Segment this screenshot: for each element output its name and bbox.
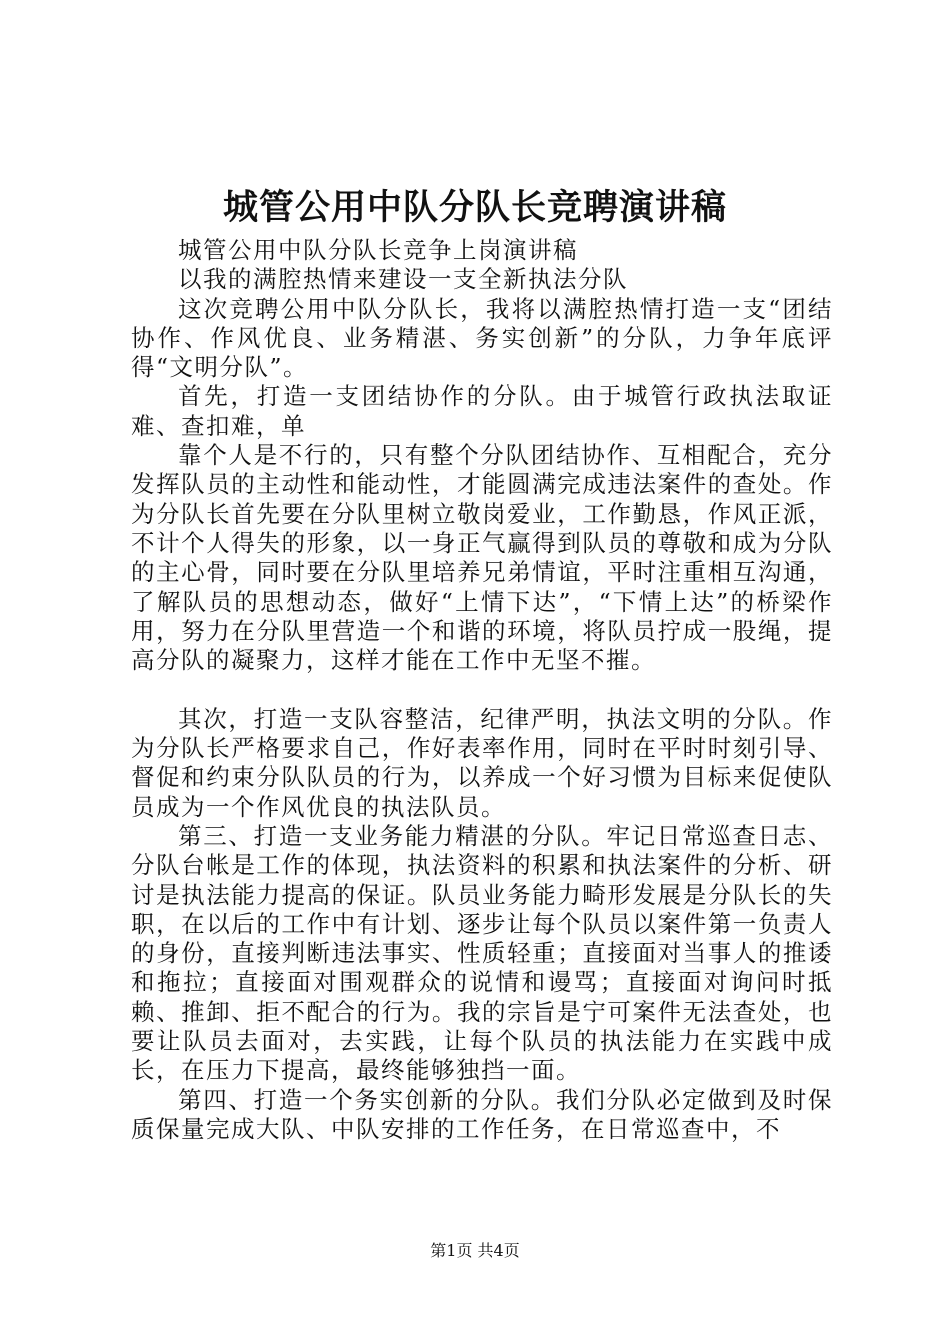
- paragraph-first-point-continued: 靠个人是不行的，只有整个分队团结协作、互相配合，充分发挥队员的主动性和能动性，才能圆满完成违法案件的查处。作为分队长首先要在分队里树立敬岗爱业，工作勤恳，作风正派，不计个人得失的形象，以一身正气赢得到队员的尊敬和成为分队的主心骨，同时要在分队里培养兄弟情谊，平时注重相互沟通，了解队员的思想动态，做好“上情下达”，“下情上达”的桥梁作用，努力在分队里营造一个和谐的环境，将队员拧成一股绳，提高分队的凝聚力，这样才能在工作中无坚不摧。: [131, 441, 833, 675]
- document-title: 城管公用中队分队长竞聘演讲稿: [222, 187, 727, 228]
- document-body: [131, 236, 833, 1144]
- page-footer: 第1页 共4页: [430, 1241, 520, 1260]
- paragraph-fourth-point: 第四、打造一个务实创新的分队。我们分队必定做到及时保质保量完成大队、中队安排的工作任务，在日常巡查中，不: [131, 1085, 833, 1143]
- paragraph-first-point: 首先，打造一支团结协作的分队。由于城管行政执法取证难、查扣难，单: [131, 382, 833, 440]
- paragraph-subtitle: 城管公用中队分队长竞争上岗演讲稿: [178, 236, 578, 264]
- paragraph-second-point: 其次，打造一支队容整洁，纪律严明，执法文明的分队。作为分队长严格要求自己，作好表率作用，同时在平时时刻引导、督促和约束分队队员的行为，以养成一个好习惯为目标来促使队员成为一个作风优良的执法队员。: [131, 704, 833, 821]
- paragraph-theme: 以我的满腔热情来建设一支全新执法分队: [178, 265, 628, 294]
- paragraph-third-point: 第三、打造一支业务能力精湛的分队。牢记日常巡查日志、分队台帐是工作的体现，执法资料的积累和执法案件的分析、研讨是执法能力提高的保证。队员业务能力畸形发展是分队长的失职，在以后的工作中有计划、逐步让每个队员以案件第一负责人的身份，直接判断违法事实、性质轻重；直接面对当事人的推诿和拖拉；直接面对围观群众的说情和谩骂；直接面对询问时抵赖、推卸、拒不配合的行为。我的宗旨是宁可案件无法查处，也要让队员去面对，去实践，让每个队员的执法能力在实践中成长，在压力下提高，最终能够独挡一面。: [131, 821, 833, 1085]
- paragraph-intro: 这次竞聘公用中队分队长，我将以满腔热情打造一支“团结协作、作风优良、业务精湛、务实创新”的分队，力争年底评得“文明分队”。: [131, 294, 833, 382]
